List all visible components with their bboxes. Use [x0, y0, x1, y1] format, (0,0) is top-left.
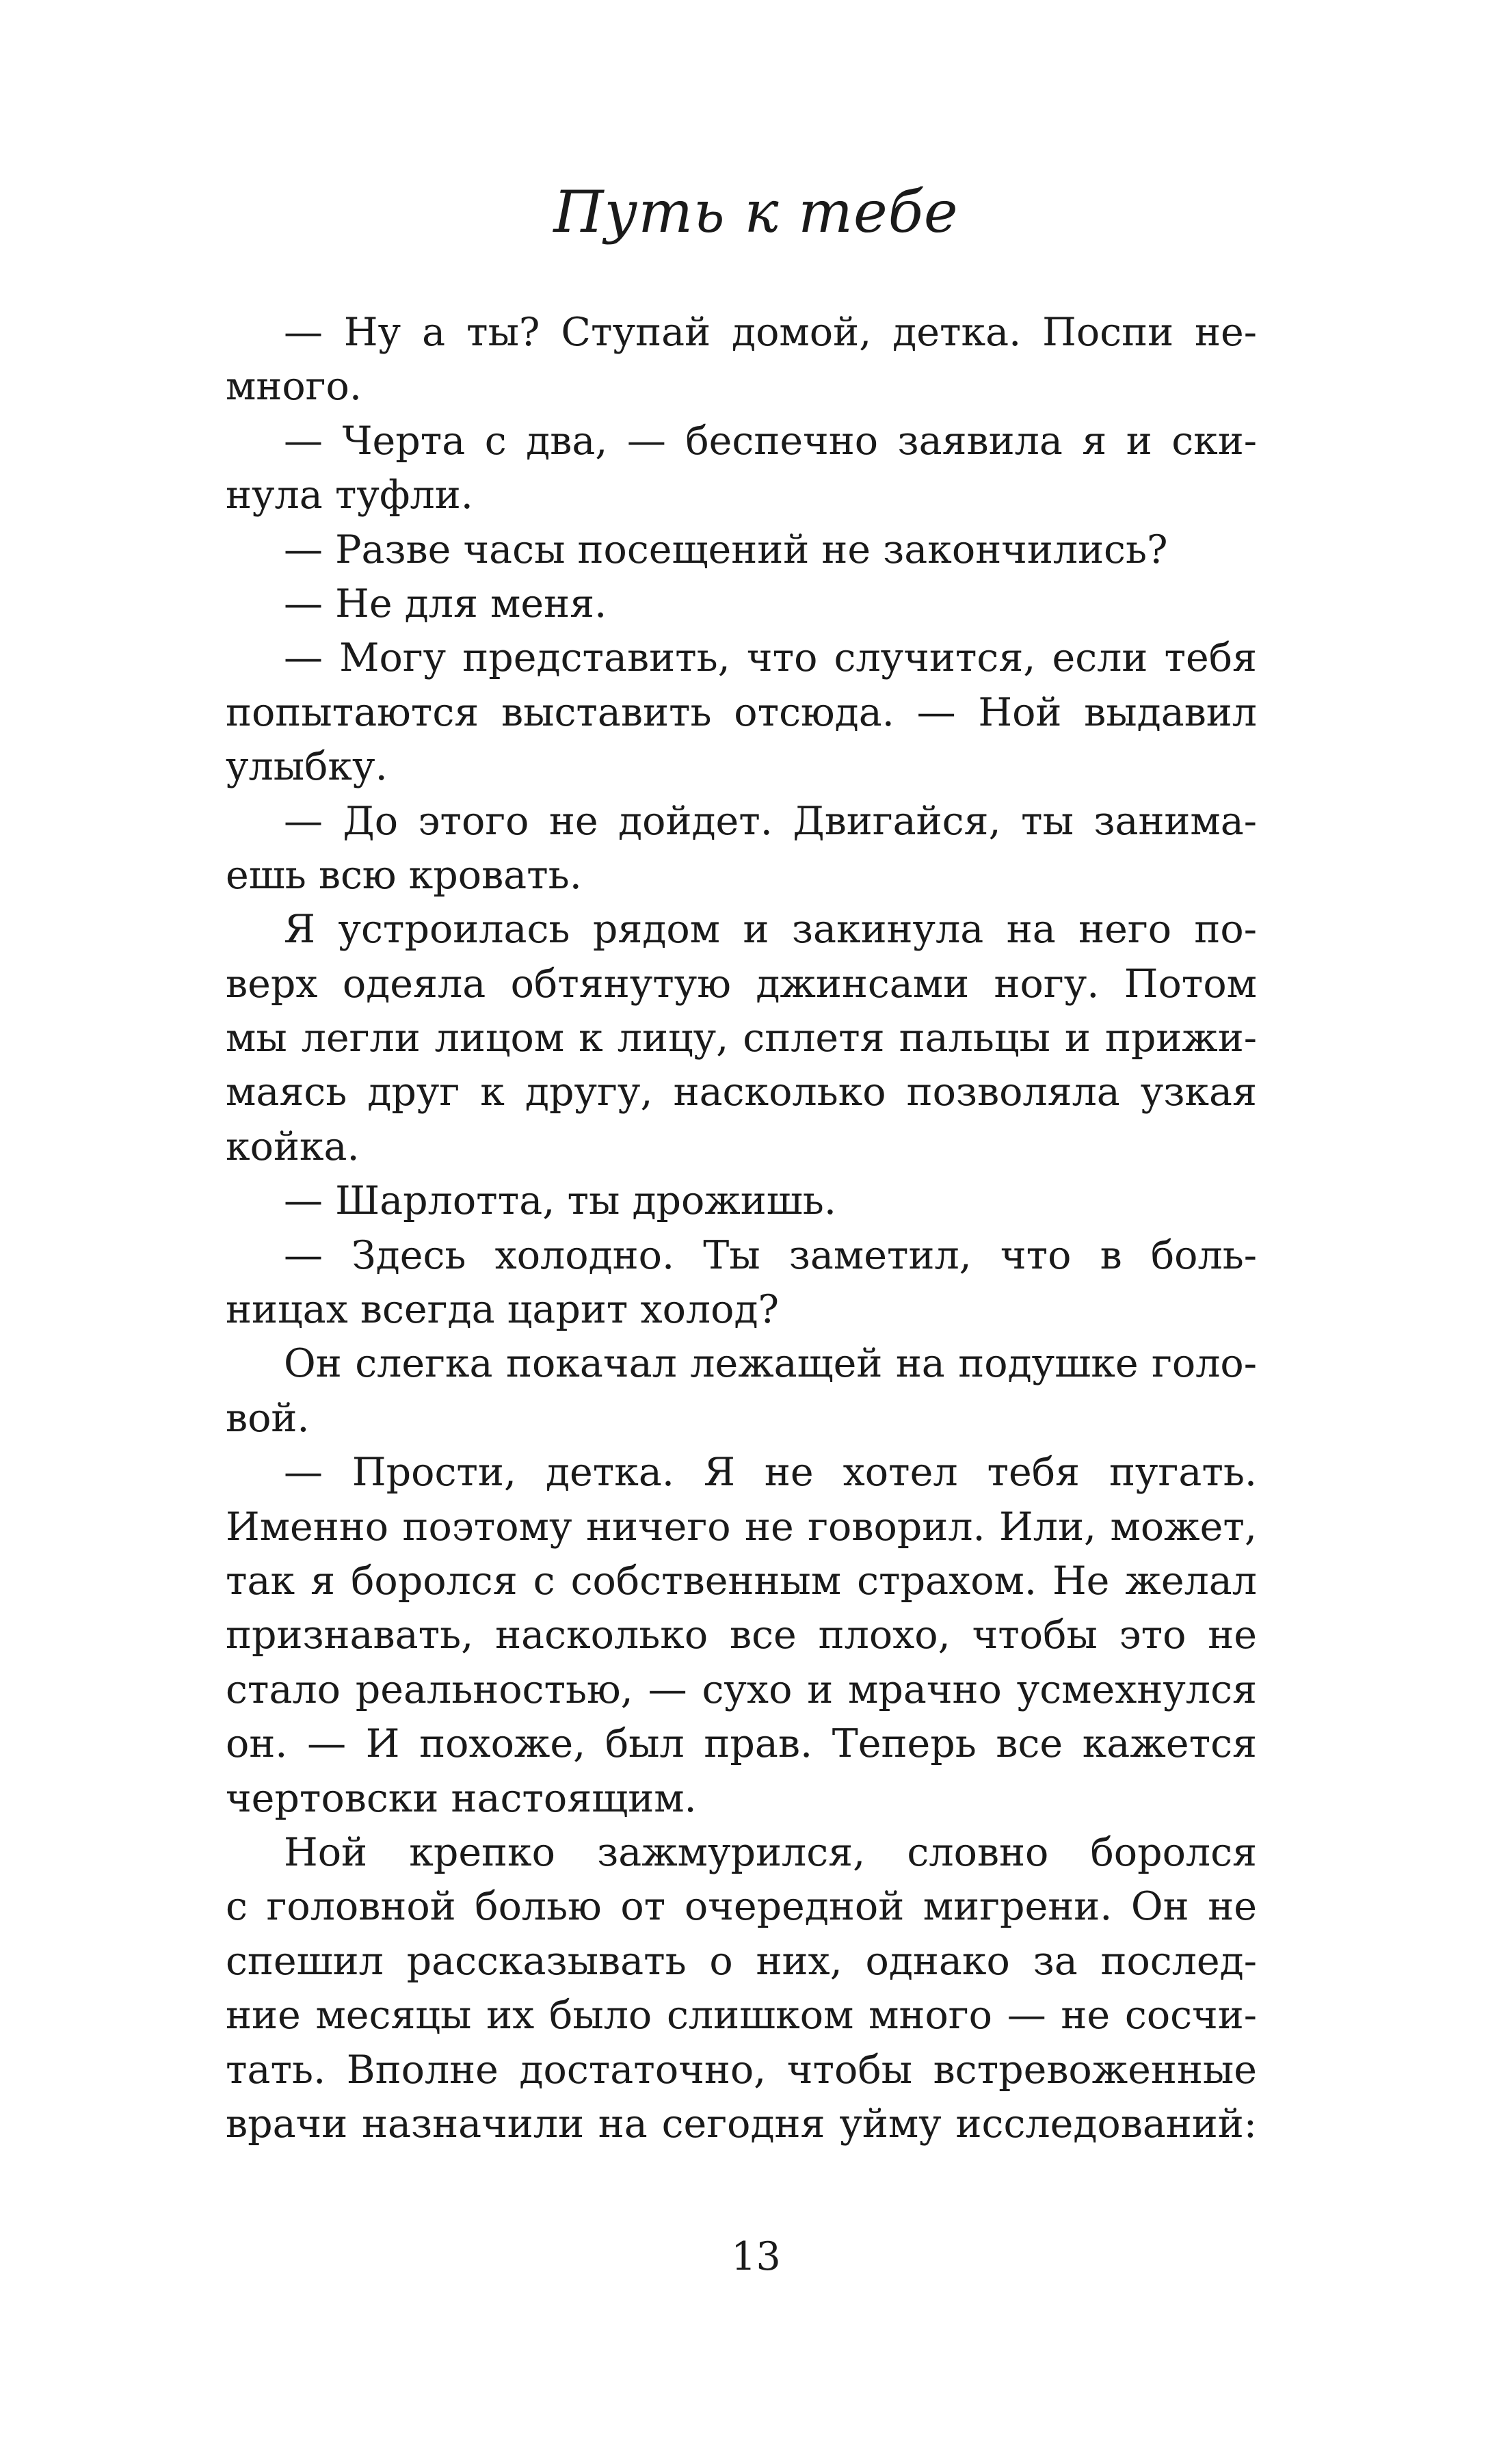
- text-line: — Черта с два, — беспечно заявила я и ски-: [284, 418, 1257, 464]
- text-line: тать. Вполне достаточно, чтобы встревоженные: [226, 2047, 1257, 2093]
- text-line: попытаются выставить отсюда. — Ной выдавил: [226, 689, 1257, 735]
- text-line: врачи назначили на сегодня уйму исследований:: [226, 2101, 1257, 2147]
- text-line: Ной крепко зажмурился, словно боролся: [284, 1829, 1257, 1875]
- text-line: — Прости, детка. Я не хотел тебя пугать.: [284, 1450, 1257, 1496]
- page-number: 13: [731, 2234, 781, 2279]
- text-line: — Разве часы посещений не закончились?: [284, 527, 1168, 572]
- text-line: — До этого не дойдет. Двигайся, ты занима-: [284, 798, 1257, 844]
- text-line: Именно поэтому ничего не говорил. Или, может,: [226, 1504, 1257, 1550]
- text-line: ницах всегда царит холод?: [226, 1287, 780, 1333]
- text-line: с головной болью от очередной мигрени. Он не: [226, 1884, 1257, 1930]
- running-title: Путь к тебе: [553, 178, 959, 245]
- text-line: нула туфли.: [226, 473, 473, 518]
- text-line: вой.: [226, 1395, 310, 1441]
- text-line: мы легли лицом к лицу, сплетя пальцы и прижи-: [226, 1016, 1257, 1061]
- text-line: чертовски настоящим.: [226, 1775, 697, 1821]
- text-line: верх одеяла обтянутую джинсами ногу. Потом: [226, 961, 1257, 1007]
- text-line: койка.: [226, 1124, 360, 1169]
- text-line: — Шарлотта, ты дрожишь.: [284, 1178, 836, 1224]
- text-line: — Ну а ты? Ступай домой, детка. Поспи не-: [284, 310, 1257, 355]
- text-line: Я устроилась рядом и закинула на него по-: [284, 907, 1257, 953]
- text-line: стало реальностью, — сухо и мрачно усмехнулся: [226, 1667, 1257, 1712]
- text-line: Он слегка покачал лежащей на подушке голо-: [284, 1341, 1257, 1387]
- body-text: [226, 306, 1257, 2151]
- text-line: ние месяцы их было слишком много — не сосчи-: [226, 1993, 1257, 2039]
- text-line: — Не для меня.: [284, 581, 607, 626]
- text-line: признавать, насколько все плохо, чтобы это не: [226, 1612, 1257, 1658]
- text-line: — Здесь холодно. Ты заметил, что в боль-: [284, 1232, 1257, 1278]
- text-line: — Могу представить, что случится, если тебя: [284, 635, 1257, 681]
- text-line: улыбку.: [226, 744, 388, 790]
- text-line: много.: [226, 364, 362, 410]
- text-line: спешил рассказывать о них, однако за послед-: [226, 1938, 1257, 1984]
- text-line: так я боролся с собственным страхом. Не желал: [226, 1558, 1257, 1604]
- text-line: ешь всю кровать.: [226, 852, 582, 898]
- text-line: он. — И похоже, был прав. Теперь все кажется: [226, 1721, 1257, 1767]
- text-line: маясь друг к другу, насколько позволяла узкая: [226, 1070, 1257, 1115]
